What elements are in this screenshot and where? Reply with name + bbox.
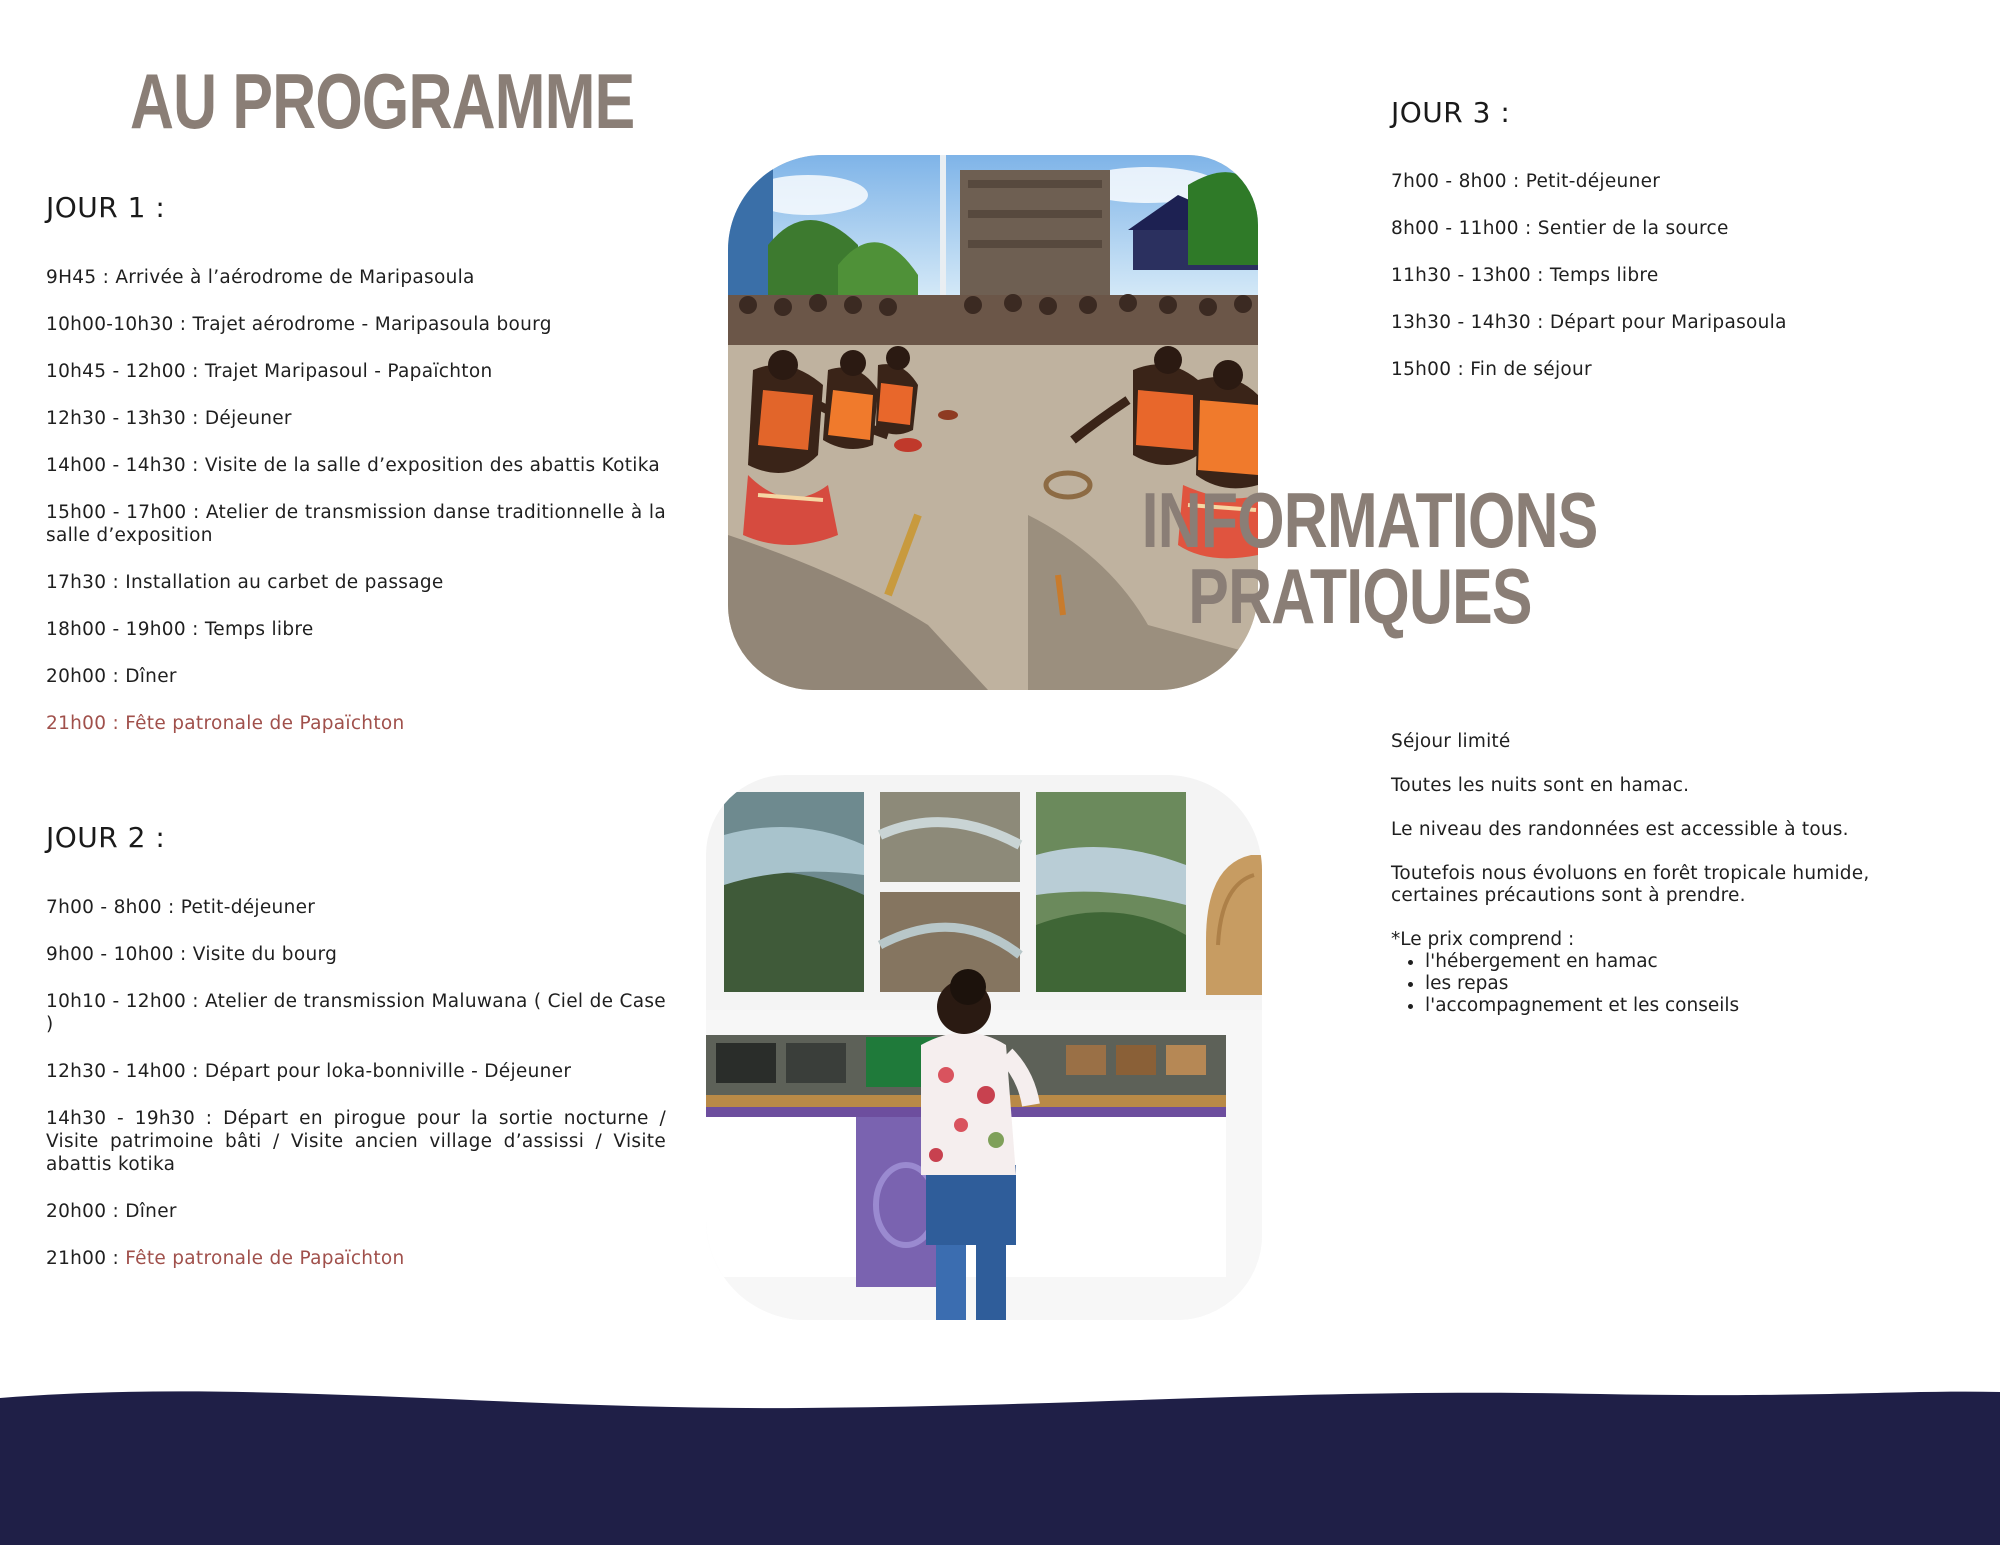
schedule-item: 20h00 : Dîner bbox=[46, 1201, 177, 1222]
day2-heading: JOUR 2 : bbox=[46, 821, 166, 854]
price-list bbox=[1391, 951, 1911, 1017]
info-title-line2: PRATIQUES bbox=[1188, 552, 1532, 641]
schedule-item: 20h00 : Dîner bbox=[46, 666, 177, 687]
schedule-item: 14h00 - 14h30 : Visite de la salle d’exposition des abattis Kotika bbox=[46, 455, 661, 476]
schedule-item: 11h30 - 13h00 : Temps libre bbox=[1391, 265, 1659, 286]
schedule-item-highlight: 21h00 : Fête patronale de Papaïchton bbox=[46, 713, 405, 734]
schedule-item: 12h30 - 13h30 : Déjeuner bbox=[46, 408, 292, 429]
info-title bbox=[1141, 476, 1598, 641]
schedule-item: 7h00 - 8h00 : Petit-déjeuner bbox=[46, 897, 316, 918]
info-title-line1: INFORMATIONS bbox=[1141, 476, 1598, 564]
schedule-time: 21h00 : bbox=[46, 1248, 126, 1269]
day2-schedule bbox=[46, 896, 666, 1294]
schedule-item: 15h00 : Fin de séjour bbox=[1391, 359, 1592, 380]
schedule-item: 15h00 - 17h00 : Atelier de transmission danse traditionnelle à la salle d’exposition bbox=[46, 502, 666, 546]
info-paragraph: Séjour limité bbox=[1391, 731, 1511, 752]
schedule-item: 13h30 - 14h30 : Départ pour Maripasoula bbox=[1391, 312, 1787, 333]
price-list-item: • l'accompagnement et les conseils bbox=[1425, 995, 1911, 1017]
schedule-item: 8h00 - 11h00 : Sentier de la source bbox=[1391, 218, 1729, 239]
day3-schedule bbox=[1391, 170, 1911, 405]
schedule-item: 14h30 - 19h30 : Départ en pirogue pour la sortie nocturne / Visite patrimoine bâti / Visite ancien village d’assissi / Visite abattis kotika bbox=[46, 1108, 666, 1175]
schedule-item: 17h30 : Installation au carbet de passage bbox=[46, 572, 444, 593]
schedule-item: 7h00 - 8h00 : Petit-déjeuner bbox=[1391, 171, 1661, 192]
price-list-item: • les repas bbox=[1425, 973, 1911, 995]
program-title: AU PROGRAMME bbox=[130, 57, 635, 145]
schedule-item: 9h00 - 10h00 : Visite du bourg bbox=[46, 944, 338, 965]
day3-heading: JOUR 3 : bbox=[1391, 96, 1511, 129]
day1-schedule bbox=[46, 266, 666, 759]
schedule-item: 10h45 - 12h00 : Trajet Maripasoul - Papaïchton bbox=[46, 361, 493, 382]
schedule-item: 10h10 - 12h00 : Atelier de transmission Maluwana ( Ciel de Case ) bbox=[46, 991, 666, 1035]
schedule-highlight: Fête patronale de Papaïchton bbox=[125, 1248, 405, 1269]
practical-info bbox=[1391, 731, 1911, 1017]
schedule-item: 10h00-10h30 : Trajet aérodrome - Maripasoula bourg bbox=[46, 314, 552, 335]
info-paragraph: Toutes les nuits sont en hamac. bbox=[1391, 775, 1690, 796]
schedule-item: 18h00 - 19h00 : Temps libre bbox=[46, 619, 314, 640]
info-paragraph: Le niveau des randonnées est accessible à tous. bbox=[1391, 819, 1849, 840]
day1-heading: JOUR 1 : bbox=[46, 191, 166, 224]
footer-wave bbox=[0, 1380, 2000, 1545]
price-list-item: • l'hébergement en hamac bbox=[1425, 951, 1911, 973]
schedule-item: 9H45 : Arrivée à l’aérodrome de Maripasoula bbox=[46, 267, 475, 288]
schedule-item: 12h30 - 14h00 : Départ pour loka-bonniville - Déjeuner bbox=[46, 1061, 572, 1082]
price-intro: *Le prix comprend : bbox=[1391, 929, 1575, 950]
schedule-item bbox=[46, 1247, 666, 1270]
info-paragraph: Toutefois nous évoluons en forêt tropicale humide, certaines précautions sont à prendre. bbox=[1391, 863, 1870, 906]
exhibition-photo bbox=[706, 775, 1262, 1320]
